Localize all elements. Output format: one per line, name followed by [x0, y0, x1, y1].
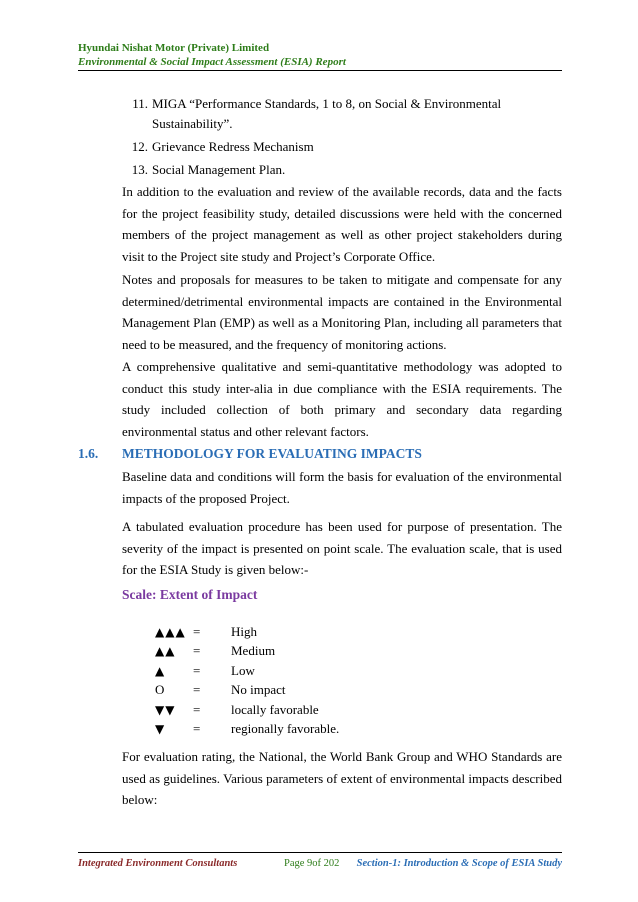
impact-scale-table	[155, 624, 455, 740]
list-item-number: 13.	[131, 162, 148, 177]
page-footer	[78, 852, 562, 872]
section-number: 1.6.	[78, 446, 99, 461]
paragraph-emp: Notes and proposals for measures to be taken to mitigate and compensate for any determined/detrimental environmental impacts are contained in the Environmental Management Plan (EMP) as well as a Monitoring Plan, including all parameters that need to be measured, and the frequency of monitoring actions.	[122, 272, 562, 352]
scale-label: No impact	[231, 682, 286, 698]
scale-symbol: ▲▲▲	[155, 625, 186, 639]
scale-heading: Scale: Extent of Impact	[122, 587, 258, 602]
scale-equals: =	[193, 682, 201, 698]
page-header	[78, 42, 562, 71]
scale-label: Medium	[231, 643, 276, 659]
scale-equals: =	[193, 720, 201, 736]
paragraph-methodology: A comprehensive qualitative and semi-quantitative methodology was adopted to conduct this study inter-alia in due compliance with the ESIA requirements. The study included collection of both primary and secondary data regarding environmental status and other relevant factors.	[122, 359, 562, 439]
scale-equals: =	[193, 701, 201, 717]
scale-row	[155, 663, 455, 682]
list-item	[122, 94, 562, 134]
scale-label: High	[231, 624, 257, 639]
list-item-text: Social Management Plan.	[152, 162, 286, 177]
scale-row	[155, 624, 455, 643]
header-rule	[78, 70, 562, 71]
scale-label: locally favorable	[231, 701, 319, 717]
scale-symbol: ▼▼	[155, 702, 176, 717]
list-item	[122, 137, 562, 157]
header-report-title: Environmental & Social Impact Assessment (ESIA) Report	[78, 56, 346, 68]
scale-row	[155, 682, 455, 701]
paragraph-evaluation-procedure: A tabulated evaluation procedure has been used for purpose of presentation. The severity of the impact is presented on point scale. The evaluation scale, that is used for the ESIA Study is given below:-	[122, 519, 562, 577]
scale-equals: =	[193, 643, 201, 659]
scale-row	[155, 702, 455, 721]
scale-row	[155, 721, 455, 740]
scale-symbol: ▲	[155, 663, 166, 678]
paragraph-discussions: In addition to the evaluation and review of the available records, data and the facts for the project feasibility study, detailed discussions were held with the concerned members of the project management as well as other project stakeholders during visit to the Project site study and Project’s Corporate Office.	[122, 184, 562, 264]
scale-symbol: ▲▲	[155, 644, 176, 659]
scale-row	[155, 643, 455, 662]
scale-equals: =	[193, 624, 201, 639]
footer-consultant: Integrated Environment Consultants	[78, 858, 238, 869]
footer-section: Section-1: Introduction & Scope of ESIA Study	[356, 858, 562, 869]
list-item	[122, 160, 562, 180]
scale-symbol: O	[155, 682, 166, 698]
list-item-number: 12.	[131, 139, 148, 154]
scale-symbol: ▼	[155, 721, 166, 736]
scale-equals: =	[193, 662, 201, 678]
list-item-text: Grievance Redress Mechanism	[152, 139, 314, 154]
header-company: Hyundai Nishat Motor (Private) Limited	[78, 42, 270, 54]
list-item-text: MIGA “Performance Standards, 1 to 8, on Social & Environmental Sustainability”.	[152, 96, 502, 131]
list-item-number: 11.	[132, 96, 148, 111]
footer-rule	[78, 852, 562, 853]
section-title: METHODOLOGY FOR EVALUATING IMPACTS	[122, 446, 422, 461]
footer-page-number: Page 9of 202	[284, 858, 340, 869]
scale-label: Low	[231, 662, 255, 678]
paragraph-evaluation-rating: For evaluation rating, the National, the World Bank Group and WHO Standards are used as guidelines. Various parameters of extent of environmental impacts described below:	[122, 749, 562, 807]
paragraph-baseline: Baseline data and conditions will form the basis for evaluation of the environmental impacts of the proposed Project.	[122, 469, 562, 506]
numbered-list	[122, 94, 562, 183]
scale-label: regionally favorable.	[231, 720, 340, 736]
